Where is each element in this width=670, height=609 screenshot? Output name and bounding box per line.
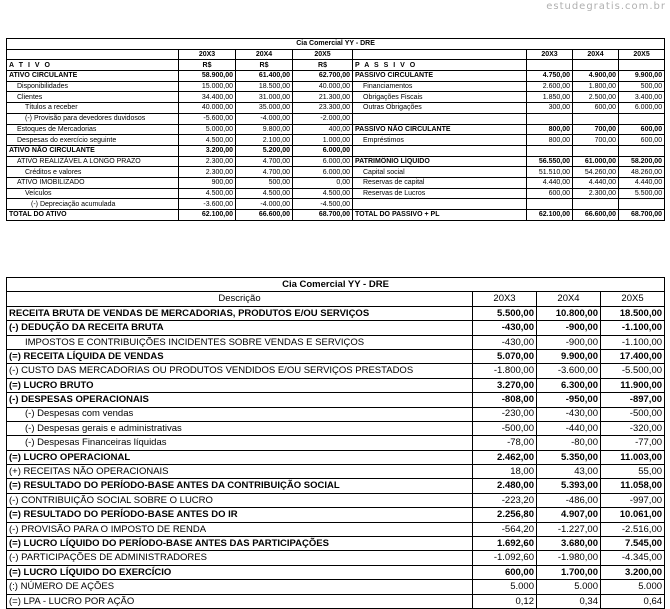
passivo-value bbox=[619, 145, 665, 156]
dre-label: (-) DEDUÇÃO DA RECEITA BRUTA bbox=[7, 321, 473, 335]
dre-row bbox=[7, 551, 665, 565]
dre-row bbox=[7, 407, 665, 421]
currency-header: R$ bbox=[236, 60, 293, 71]
passivo-value: 66.600,00 bbox=[573, 210, 619, 221]
dre-row bbox=[7, 378, 665, 392]
ativo-label: ATIVO REALIZÁVEL A LONGO PRAZO bbox=[7, 156, 179, 167]
dre-value: -230,00 bbox=[473, 407, 537, 421]
passivo-value bbox=[573, 199, 619, 210]
ativo-value: 9.800,00 bbox=[236, 124, 293, 135]
ativo-value: 1.000,00 bbox=[293, 135, 353, 146]
dre-row bbox=[7, 421, 665, 435]
dre-value: 0,12 bbox=[473, 594, 537, 608]
dre-label: (=) LUCRO LÍQUIDO DO EXERCÍCIO bbox=[7, 565, 473, 579]
dre-value: -808,00 bbox=[473, 393, 537, 407]
passivo-value: 600,00 bbox=[573, 103, 619, 114]
passivo-value: 700,00 bbox=[573, 124, 619, 135]
dre-value: 1.692,60 bbox=[473, 537, 537, 551]
passivo-value: 2.300,00 bbox=[573, 188, 619, 199]
ativo-label: Clientes bbox=[7, 92, 179, 103]
passivo-label: PASSIVO NÃO CIRCULANTE bbox=[353, 124, 527, 135]
dre-value: 0,64 bbox=[601, 594, 665, 608]
passivo-value: 4.900,00 bbox=[573, 71, 619, 82]
dre-value: 11.900,00 bbox=[601, 378, 665, 392]
dre-value: -950,00 bbox=[537, 393, 601, 407]
passivo-value: 500,00 bbox=[619, 81, 665, 92]
passivo-label: Reservas de Lucros bbox=[353, 188, 527, 199]
balance-row bbox=[7, 113, 665, 124]
year-header: 20X4 bbox=[537, 292, 601, 306]
balance-years-row bbox=[7, 49, 665, 60]
currency-header: R$ bbox=[179, 60, 236, 71]
dre-value: 9.900,00 bbox=[537, 349, 601, 363]
dre-value: 10.061,00 bbox=[601, 508, 665, 522]
passivo-value: 700,00 bbox=[573, 135, 619, 146]
dre-value: 600,00 bbox=[473, 565, 537, 579]
ativo-value: 15.000,00 bbox=[179, 81, 236, 92]
ativo-value: 4.700,00 bbox=[236, 156, 293, 167]
ativo-label: Despesas do exercício seguinte bbox=[7, 135, 179, 146]
dre-value: 0,34 bbox=[537, 594, 601, 608]
balance-title: Cia Comercial YY - DRE bbox=[7, 39, 665, 50]
dre-value: 5.350,00 bbox=[537, 450, 601, 464]
dre-value: -440,00 bbox=[537, 421, 601, 435]
dre-title: Cia Comercial YY - DRE bbox=[7, 278, 665, 292]
passivo-value: 56.550,00 bbox=[527, 156, 573, 167]
passivo-value: 600,00 bbox=[527, 188, 573, 199]
ativo-value: 6.000,00 bbox=[293, 145, 353, 156]
ativo-label: ATIVO IMOBILIZADO bbox=[7, 177, 179, 188]
dre-label: IMPOSTOS E CONTRIBUIÇÕES INCIDENTES SOBRE VENDAS E SERVIÇOS bbox=[7, 335, 473, 349]
passivo-value: 9.900,00 bbox=[619, 71, 665, 82]
year-header: 20X5 bbox=[619, 49, 665, 60]
ativo-value: 68.700,00 bbox=[293, 210, 353, 221]
dre-value: 18,00 bbox=[473, 465, 537, 479]
dre-value: -430,00 bbox=[537, 407, 601, 421]
dre-row bbox=[7, 580, 665, 594]
passivo-label: TOTAL DO PASSIVO + PL bbox=[353, 210, 527, 221]
dre-value: -430,00 bbox=[473, 321, 537, 335]
passivo-value: 58.200,00 bbox=[619, 156, 665, 167]
dre-label: RECEITA BRUTA DE VENDAS DE MERCADORIAS, PRODUTOS E/OU SERVIÇOS bbox=[7, 306, 473, 320]
dre-value: -3.600,00 bbox=[537, 364, 601, 378]
passivo-label: PASSIVO CIRCULANTE bbox=[353, 71, 527, 82]
ativo-value: 31.000,00 bbox=[236, 92, 293, 103]
ativo-value: 4.500,00 bbox=[179, 135, 236, 146]
dre-value: 2.480,00 bbox=[473, 479, 537, 493]
dre-value: -320,00 bbox=[601, 421, 665, 435]
dre-value: -2.516,00 bbox=[601, 522, 665, 536]
dre-value: -897,00 bbox=[601, 393, 665, 407]
ativo-value: 400,00 bbox=[293, 124, 353, 135]
balance-row bbox=[7, 124, 665, 135]
passivo-value: 800,00 bbox=[527, 135, 573, 146]
ativo-label: Veículos bbox=[7, 188, 179, 199]
ativo-value: 5.000,00 bbox=[179, 124, 236, 135]
balance-row bbox=[7, 199, 665, 210]
ativo-value: 3.200,00 bbox=[179, 145, 236, 156]
dre-label: (-) CUSTO DAS MERCADORIAS OU PRODUTOS VENDIDOS E/OU SERVIÇOS PRESTADOS bbox=[7, 364, 473, 378]
dre-row bbox=[7, 349, 665, 363]
passivo-value bbox=[573, 113, 619, 124]
dre-label: (+) RECEITAS NÃO OPERACIONAIS bbox=[7, 465, 473, 479]
passivo-value: 61.000,00 bbox=[573, 156, 619, 167]
year-header: 20X3 bbox=[527, 49, 573, 60]
passivo-label: Capital social bbox=[353, 167, 527, 178]
passivo-label: PATRIMÔNIO LÍQUIDO bbox=[353, 156, 527, 167]
passivo-value: 62.100,00 bbox=[527, 210, 573, 221]
ativo-value: 5.200,00 bbox=[236, 145, 293, 156]
dre-label: (=) RECEITA LÍQUIDA DE VENDAS bbox=[7, 349, 473, 363]
year-header: 20X4 bbox=[236, 49, 293, 60]
passivo-value: 600,00 bbox=[619, 135, 665, 146]
balance-row bbox=[7, 92, 665, 103]
passivo-value: 51.510,00 bbox=[527, 167, 573, 178]
passivo-value: 2.500,00 bbox=[573, 92, 619, 103]
dre-row bbox=[7, 522, 665, 536]
dre-row bbox=[7, 493, 665, 507]
dre-row bbox=[7, 364, 665, 378]
passivo-value bbox=[573, 145, 619, 156]
dre-row bbox=[7, 465, 665, 479]
dre-row bbox=[7, 508, 665, 522]
dre-value: 11.058,00 bbox=[601, 479, 665, 493]
passivo-label: Reservas de capital bbox=[353, 177, 527, 188]
dre-value: -1.092,60 bbox=[473, 551, 537, 565]
passivo-label: Outras Obrigações bbox=[353, 103, 527, 114]
ativo-label: TOTAL DO ATIVO bbox=[7, 210, 179, 221]
ativo-value: -5.600,00 bbox=[179, 113, 236, 124]
dre-value: 18.500,00 bbox=[601, 306, 665, 320]
dre-value: 5.393,00 bbox=[537, 479, 601, 493]
dre-value: -900,00 bbox=[537, 321, 601, 335]
dre-label: (=) LUCRO LÍQUIDO DO PERÍODO-BASE ANTES DAS PARTICIPAÇÕES bbox=[7, 537, 473, 551]
passivo-value: 2.600,00 bbox=[527, 81, 573, 92]
passivo-value: 68.700,00 bbox=[619, 210, 665, 221]
year-header: 20X5 bbox=[293, 49, 353, 60]
ativo-label: Disponibilidades bbox=[7, 81, 179, 92]
dre-value: 3.680,00 bbox=[537, 537, 601, 551]
dre-value: 5.070,00 bbox=[473, 349, 537, 363]
passivo-value: 1.800,00 bbox=[573, 81, 619, 92]
dre-value: 11.003,00 bbox=[601, 450, 665, 464]
balance-row bbox=[7, 167, 665, 178]
passivo-value bbox=[619, 113, 665, 124]
ativo-value: 40.000,00 bbox=[293, 81, 353, 92]
ativo-value: 4.700,00 bbox=[236, 167, 293, 178]
ativo-value: 0,00 bbox=[293, 177, 353, 188]
dre-row bbox=[7, 306, 665, 320]
passivo-value bbox=[527, 199, 573, 210]
ativo-value: 61.400,00 bbox=[236, 71, 293, 82]
dre-value: -900,00 bbox=[537, 335, 601, 349]
ativo-label: Títulos a receber bbox=[7, 103, 179, 114]
dre-label: (-) Despesas com vendas bbox=[7, 407, 473, 421]
passivo-label: Financiamentos bbox=[353, 81, 527, 92]
dre-value: 43,00 bbox=[537, 465, 601, 479]
dre-value: -1.800,00 bbox=[473, 364, 537, 378]
dre-row bbox=[7, 479, 665, 493]
desc-header: Descrição bbox=[7, 292, 473, 306]
passivo-label: Obrigações Fiscais bbox=[353, 92, 527, 103]
dre-row bbox=[7, 335, 665, 349]
dre-value: 17.400,00 bbox=[601, 349, 665, 363]
ativo-value: 66.600,00 bbox=[236, 210, 293, 221]
ativo-label: ATIVO CIRCULANTE bbox=[7, 71, 179, 82]
ativo-value: 4.500,00 bbox=[236, 188, 293, 199]
dre-label: (=) RESULTADO DO PERÍODO-BASE ANTES DA CONTRIBUIÇÃO SOCIAL bbox=[7, 479, 473, 493]
ativo-value: 18.500,00 bbox=[236, 81, 293, 92]
balance-row bbox=[7, 135, 665, 146]
dre-title-row bbox=[7, 278, 665, 292]
passivo-label bbox=[353, 199, 527, 210]
ativo-value: 6.000,00 bbox=[293, 156, 353, 167]
dre-value: -1.100,00 bbox=[601, 335, 665, 349]
ativo-label: (-) Provisão para devedores duvidosos bbox=[7, 113, 179, 124]
ativo-value: 4.500,00 bbox=[293, 188, 353, 199]
dre-label: (-) PARTICIPAÇÕES DE ADMINISTRADORES bbox=[7, 551, 473, 565]
ativo-value: -3.600,00 bbox=[179, 199, 236, 210]
ativo-value: 62.700,00 bbox=[293, 71, 353, 82]
balance-sheet-table bbox=[6, 38, 665, 221]
balance-row bbox=[7, 81, 665, 92]
ativo-value: 6.000,00 bbox=[293, 167, 353, 178]
ativo-value: 40.000,00 bbox=[179, 103, 236, 114]
passivo-header: P A S S I V O bbox=[353, 60, 527, 71]
dre-label: (:) NÚMERO DE AÇÕES bbox=[7, 580, 473, 594]
dre-value: 10.800,00 bbox=[537, 306, 601, 320]
dre-value: 3.270,00 bbox=[473, 378, 537, 392]
balance-header-row bbox=[7, 60, 665, 71]
passivo-value: 600,00 bbox=[619, 124, 665, 135]
passivo-value: 1.850,00 bbox=[527, 92, 573, 103]
passivo-value bbox=[527, 145, 573, 156]
balance-row bbox=[7, 210, 665, 221]
dre-row bbox=[7, 565, 665, 579]
dre-row bbox=[7, 321, 665, 335]
passivo-value: 3.400,00 bbox=[619, 92, 665, 103]
dre-value: 5.500,00 bbox=[473, 306, 537, 320]
dre-value: 2.256,80 bbox=[473, 508, 537, 522]
passivo-value: 54.260,00 bbox=[573, 167, 619, 178]
dre-value: 7.545,00 bbox=[601, 537, 665, 551]
year-header: 20X5 bbox=[601, 292, 665, 306]
dre-value: -564,20 bbox=[473, 522, 537, 536]
dre-value: -223,20 bbox=[473, 493, 537, 507]
ativo-value: 900,00 bbox=[179, 177, 236, 188]
currency-header: R$ bbox=[293, 60, 353, 71]
passivo-value: 4.750,00 bbox=[527, 71, 573, 82]
ativo-label: Créditos e valores bbox=[7, 167, 179, 178]
passivo-value: 6.000,00 bbox=[619, 103, 665, 114]
passivo-value: 300,00 bbox=[527, 103, 573, 114]
ativo-value: 4.500,00 bbox=[179, 188, 236, 199]
passivo-label bbox=[353, 113, 527, 124]
dre-value: 4.907,00 bbox=[537, 508, 601, 522]
dre-label: (-) PROVISÃO PARA O IMPOSTO DE RENDA bbox=[7, 522, 473, 536]
passivo-value: 4.440,00 bbox=[527, 177, 573, 188]
watermark: estudegratis.com.br bbox=[546, 1, 666, 12]
dre-value: -997,00 bbox=[601, 493, 665, 507]
dre-value: -1.227,00 bbox=[537, 522, 601, 536]
dre-label: (=) LPA - LUCRO POR AÇÃO bbox=[7, 594, 473, 608]
ativo-header: A T I V O bbox=[7, 60, 179, 71]
ativo-value: 58.900,00 bbox=[179, 71, 236, 82]
dre-value: 5.000 bbox=[537, 580, 601, 594]
dre-value: 5.000 bbox=[601, 580, 665, 594]
dre-header-row bbox=[7, 292, 665, 306]
ativo-label: (-) Depreciação acumulada bbox=[7, 199, 179, 210]
ativo-value: 35.000,00 bbox=[236, 103, 293, 114]
balance-row bbox=[7, 177, 665, 188]
dre-value: -77,00 bbox=[601, 436, 665, 450]
ativo-value: -4.000,00 bbox=[236, 113, 293, 124]
dre-value: -430,00 bbox=[473, 335, 537, 349]
dre-label: (=) RESULTADO DO PERÍODO-BASE ANTES DO IR bbox=[7, 508, 473, 522]
dre-value: 2.462,00 bbox=[473, 450, 537, 464]
dre-row bbox=[7, 537, 665, 551]
dre-label: (-) DESPESAS OPERACIONAIS bbox=[7, 393, 473, 407]
passivo-label bbox=[353, 145, 527, 156]
ativo-value: 2.300,00 bbox=[179, 167, 236, 178]
dre-value: -1.100,00 bbox=[601, 321, 665, 335]
ativo-value: 34.400,00 bbox=[179, 92, 236, 103]
dre-value: -500,00 bbox=[473, 421, 537, 435]
dre-value: 5.000 bbox=[473, 580, 537, 594]
dre-label: (-) CONTRIBUIÇÃO SOCIAL SOBRE O LUCRO bbox=[7, 493, 473, 507]
dre-label: (=) LUCRO BRUTO bbox=[7, 378, 473, 392]
passivo-value: 48.260,00 bbox=[619, 167, 665, 178]
ativo-value: 21.300,00 bbox=[293, 92, 353, 103]
passivo-value: 800,00 bbox=[527, 124, 573, 135]
dre-row bbox=[7, 436, 665, 450]
ativo-value: 23.300,00 bbox=[293, 103, 353, 114]
dre-table bbox=[6, 277, 665, 609]
dre-value: 1.700,00 bbox=[537, 565, 601, 579]
balance-row bbox=[7, 156, 665, 167]
passivo-value: 5.500,00 bbox=[619, 188, 665, 199]
balance-title-row bbox=[7, 39, 665, 50]
dre-value: -78,00 bbox=[473, 436, 537, 450]
balance-row bbox=[7, 188, 665, 199]
dre-value: 6.300,00 bbox=[537, 378, 601, 392]
dre-value: -500,00 bbox=[601, 407, 665, 421]
dre-value: -4.345,00 bbox=[601, 551, 665, 565]
passivo-value: 4.440,00 bbox=[619, 177, 665, 188]
year-header: 20X3 bbox=[179, 49, 236, 60]
passivo-value bbox=[619, 199, 665, 210]
ativo-label: ATIVO NÃO CIRCULANTE bbox=[7, 145, 179, 156]
ativo-value: -2.000,00 bbox=[293, 113, 353, 124]
ativo-value: 2.100,00 bbox=[236, 135, 293, 146]
dre-value: -1.980,00 bbox=[537, 551, 601, 565]
ativo-value: -4.000,00 bbox=[236, 199, 293, 210]
ativo-value: 500,00 bbox=[236, 177, 293, 188]
dre-label: (-) Despesas gerais e administrativas bbox=[7, 421, 473, 435]
dre-value: -5.500,00 bbox=[601, 364, 665, 378]
dre-value: -486,00 bbox=[537, 493, 601, 507]
year-header: 20X4 bbox=[573, 49, 619, 60]
dre-value: -80,00 bbox=[537, 436, 601, 450]
dre-label: (=) LUCRO OPERACIONAL bbox=[7, 450, 473, 464]
dre-value: 55,00 bbox=[601, 465, 665, 479]
ativo-value: 2.300,00 bbox=[179, 156, 236, 167]
balance-row bbox=[7, 71, 665, 82]
balance-row bbox=[7, 103, 665, 114]
passivo-value bbox=[527, 113, 573, 124]
ativo-label: Estoques de Mercadorias bbox=[7, 124, 179, 135]
passivo-label: Empréstimos bbox=[353, 135, 527, 146]
ativo-value: 62.100,00 bbox=[179, 210, 236, 221]
balance-row bbox=[7, 145, 665, 156]
dre-label: (-) Despesas Financeiras líquidas bbox=[7, 436, 473, 450]
dre-row bbox=[7, 450, 665, 464]
passivo-value: 4.440,00 bbox=[573, 177, 619, 188]
year-header: 20X3 bbox=[473, 292, 537, 306]
ativo-value: -4.500,00 bbox=[293, 199, 353, 210]
dre-value: 3.200,00 bbox=[601, 565, 665, 579]
dre-row bbox=[7, 393, 665, 407]
dre-row bbox=[7, 594, 665, 608]
